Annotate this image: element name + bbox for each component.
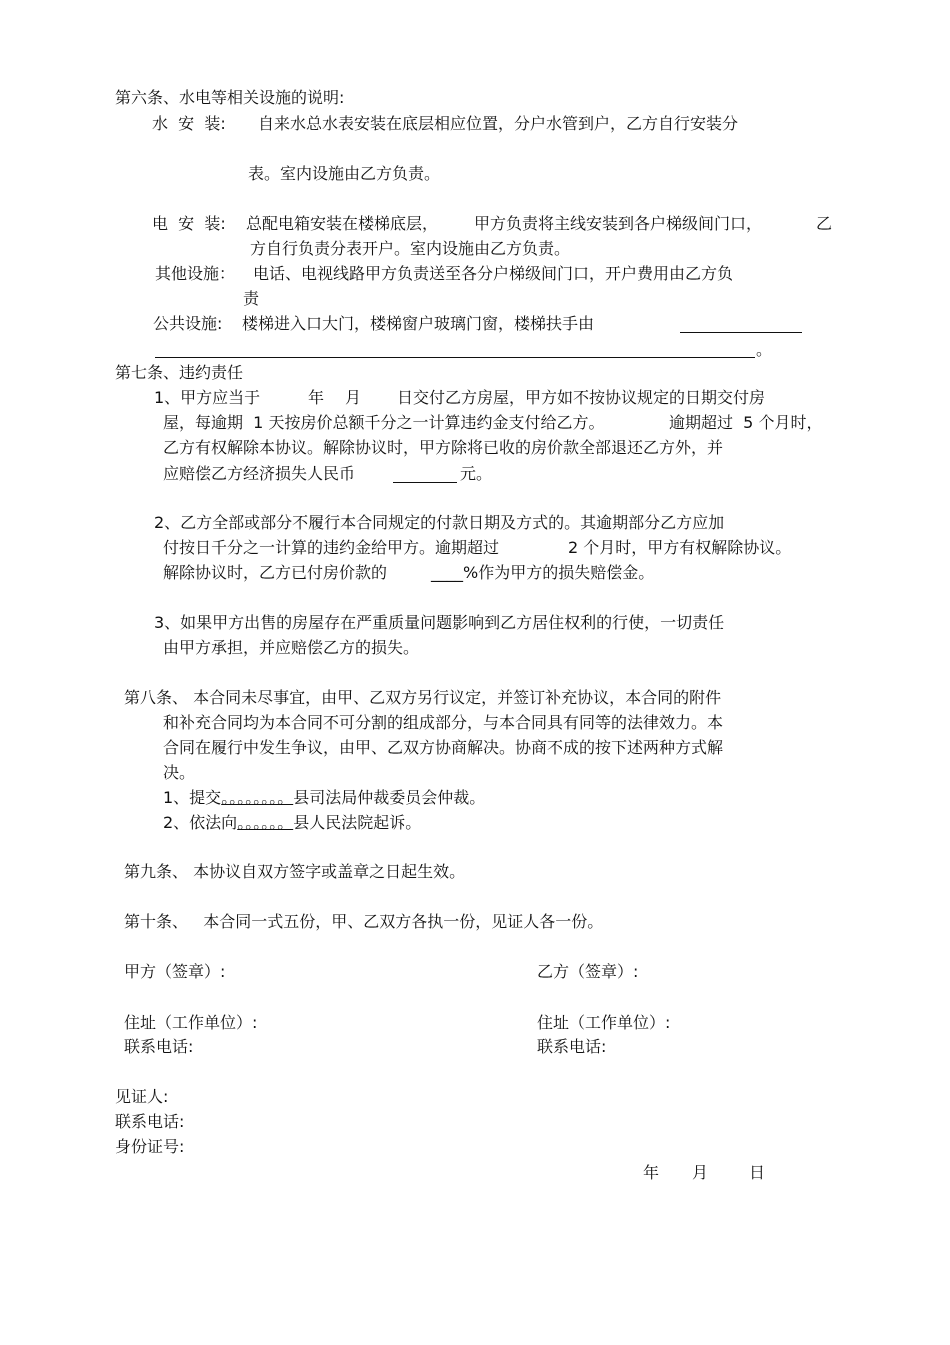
electric-text-line1a: 总配电箱安装在楼梯底层，	[246, 214, 439, 233]
article-8-line1: 第八条、 本合同未尽事宜，由甲、乙双方另行议定，并签订补充协议，本合同的附件	[124, 688, 722, 707]
clause2-line3b: ____%作为甲方的损失赔偿金。	[431, 563, 655, 582]
clause2-line1: 2、乙方全部或部分不履行本合同规定的付款日期及方式的。其逾期部分乙方应加	[154, 513, 725, 532]
party-a-address-label: 住址（工作单位）:	[124, 1013, 258, 1032]
party-a-signature-label: 甲方（签章）:	[124, 962, 226, 981]
article-8-line4: 决。	[163, 763, 196, 782]
water-text-line2: 表。室内设施由乙方负责。	[248, 164, 441, 183]
party-b-signature-label: 乙方（签章）:	[537, 962, 639, 981]
witness-id-label: 身份证号:	[115, 1137, 185, 1156]
public-facilities-line1: 楼梯进入口大门，楼梯窗户玻璃门窗，楼梯扶手由	[242, 314, 595, 333]
article-8-item1	[163, 788, 485, 808]
date-month: 月	[692, 1163, 709, 1182]
water-text-line1: 自来水总水表安装在底层相应位置，分户水管到户，乙方自行安装分	[258, 114, 739, 133]
article-8-line2: 和补充合同均为本合同不可分割的组成部分，与本合同具有同等的法律效力。本	[163, 713, 724, 732]
date-year: 年	[643, 1163, 660, 1182]
article-10: 第十条、 本合同一式五份，甲、乙双方各执一份，见证人各一份。	[124, 912, 604, 931]
article-9: 第九条、 本协议自双方签字或盖章之日起生效。	[124, 862, 466, 881]
clause1-line1a: 1、甲方应当于	[154, 388, 261, 407]
clause1-month: 月	[345, 388, 362, 407]
electric-text-line2: 方自行负责分表开户。室内设施由乙方负责。	[250, 239, 571, 258]
public-facilities-blank-2	[155, 357, 755, 358]
clause2-line2b: 2 个月时，甲方有权解除协议。	[568, 538, 792, 557]
article-8-item2	[163, 813, 421, 833]
water-label: 水 安 装:	[152, 114, 226, 133]
clause1-year: 年	[308, 388, 325, 407]
public-facilities-blank-1	[680, 332, 802, 333]
other-facilities-label: 其他设施：	[155, 264, 236, 283]
public-facilities-label: 公共设施:	[153, 314, 223, 333]
item2-prefix: 2、依法向	[163, 813, 238, 832]
article-8-line3: 合同在履行中发生争议，由甲、乙双方协商解决。协商不成的按下述两种方式解	[163, 738, 724, 757]
item1-prefix: 1、提交	[163, 788, 222, 807]
article-6-title: 第六条、水电等相关设施的说明:	[115, 88, 345, 107]
item1-suffix: 县司法局仲裁委员会仲裁。	[293, 788, 486, 807]
public-facilities-end: 。	[756, 340, 773, 359]
clause2-line2a: 付按日千分之一计算的违约金给甲方。逾期超过	[163, 538, 500, 557]
witness-label: 见证人:	[115, 1087, 169, 1106]
party-b-phone-label: 联系电话:	[537, 1037, 607, 1056]
electric-text-line1b: 甲方负责将主线安装到各户梯级间门口，	[474, 214, 763, 233]
party-a-phone-label: 联系电话:	[124, 1037, 194, 1056]
other-facilities-line2: 责	[243, 289, 260, 308]
arbitration-county-blank: 。。。。。。。。	[221, 788, 294, 807]
electric-label: 电 安 装:	[152, 214, 226, 233]
clause2-line3a: 解除协议时，乙方已付房价款的	[163, 563, 388, 582]
clause1-line1b: 日交付乙方房屋，甲方如不按协议规定的日期交付房	[397, 388, 766, 407]
party-b-address-label: 住址（工作单位）:	[537, 1013, 671, 1032]
clause1-line2a: 屋，每逾期 1 天按房价总额千分之一计算违约金支付给乙方。	[163, 413, 605, 432]
clause3-line2: 由甲方承担，并应赔偿乙方的损失。	[163, 638, 420, 657]
date-day: 日	[749, 1163, 766, 1182]
clause1-line4b: 元。	[460, 464, 493, 483]
item2-suffix: 县人民法院起诉。	[293, 813, 422, 832]
clause1-line2b: 逾期超过 5 个月时，	[669, 413, 823, 432]
compensation-amount-blank	[393, 482, 457, 483]
article-7-title: 第七条、违约责任	[115, 363, 244, 382]
clause1-line3: 乙方有权解除本协议。解除协议时，甲方除将已收的房价款全部退还乙方外，并	[163, 438, 724, 457]
witness-phone-label: 联系电话:	[115, 1112, 185, 1131]
electric-text-line1c: 乙	[816, 214, 833, 233]
court-county-blank: 。。。。。。	[237, 813, 294, 832]
clause3-line1: 3、如果甲方出售的房屋存在严重质量问题影响到乙方居住权利的行使，一切责任	[154, 613, 725, 632]
other-facilities-line1: 电话、电视线路甲方负责送至各分户梯级间门口，开户费用由乙方负	[253, 264, 734, 283]
clause1-line4a: 应赔偿乙方经济损失人民币	[163, 464, 356, 483]
